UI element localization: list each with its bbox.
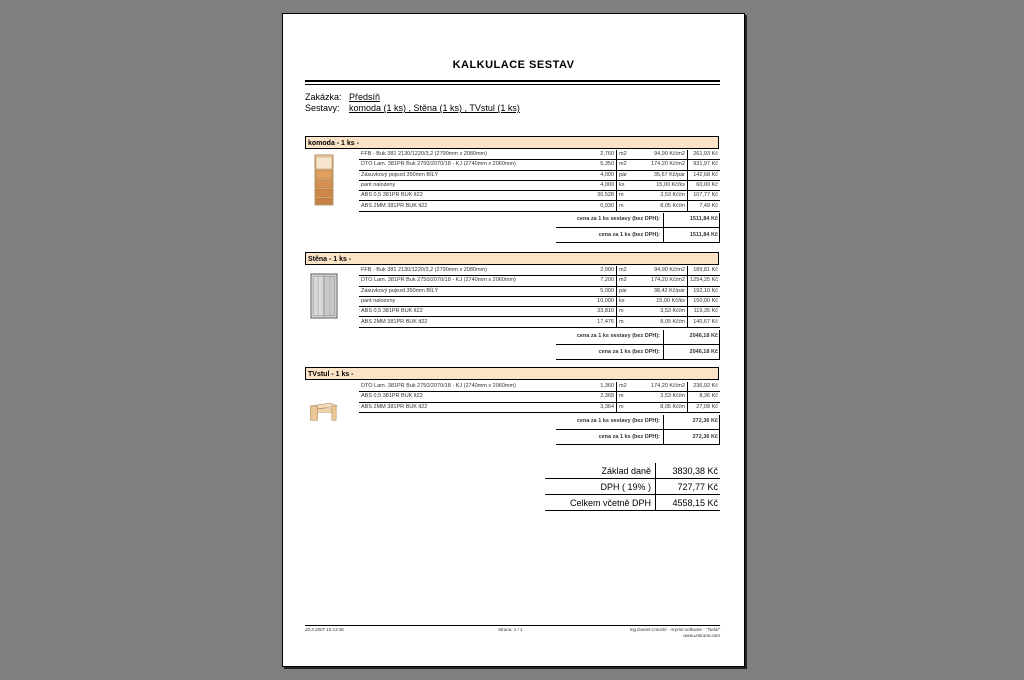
table-row: [545, 463, 720, 479]
item-price: 8,05 Kč/m: [633, 201, 688, 211]
table-row: [359, 180, 720, 190]
footer-date: 20.3.2007 15:13:36: [305, 627, 344, 632]
item-price: 38,42 Kč/pár: [633, 286, 688, 296]
table-row: [359, 402, 720, 412]
set-price-row: [556, 415, 720, 427]
item-total: 1254,25 Kč: [688, 276, 721, 286]
table-row: [359, 201, 720, 211]
tvstul-thumbnail-image: [309, 396, 339, 426]
item-name: DTO Lam. 381PR Buk 2750/2070/18 - KJ (2740mm x 2060mm): [359, 276, 576, 286]
footer-company: Ing.Daniel Cmochi - Arprint software - "Tudal": [629, 627, 720, 632]
table-row: [359, 286, 720, 296]
item-qty: 3,364: [576, 402, 617, 412]
item-price: 3,53 Kč/m: [633, 191, 688, 201]
divider: [719, 213, 720, 242]
order-line: [305, 92, 380, 102]
divider: [663, 330, 664, 359]
table-row: [359, 296, 720, 306]
table-row: [359, 276, 720, 286]
sets-value: komoda (1 ks) , Stěna (1 ks) , TVstul (1 ks): [349, 103, 520, 113]
grand-total-label: Celkem včetně DPH: [545, 495, 656, 511]
piece-price-label: cena za 1 ks (bez DPH):: [598, 434, 660, 440]
item-total: 107,77 Kč: [688, 191, 721, 201]
item-price: 15,00 Kč/ks: [633, 180, 688, 190]
item-unit: pár: [617, 170, 634, 180]
item-qty: 30,528: [576, 191, 617, 201]
document-title: KALKULACE SESTAV: [452, 59, 575, 71]
item-total: 236,92 Kč: [688, 382, 721, 392]
items-table-tvstul: [359, 382, 720, 413]
item-total: 7,49 Kč: [688, 201, 721, 211]
footer-page-number: Strana: 1 / 1: [498, 627, 523, 632]
item-total: 8,36 Kč: [688, 392, 721, 402]
tax-base-label: Základ daně: [545, 463, 656, 479]
divider: [556, 444, 720, 445]
divider: [556, 227, 720, 228]
divider: [556, 242, 720, 243]
item-price: 174,20 Kč/m2: [633, 382, 688, 392]
item-price: 15,00 Kč/ks: [633, 296, 688, 306]
item-price: 8,05 Kč/m: [633, 402, 688, 412]
item-total: 931,97 Kč: [688, 160, 721, 170]
item-total: 119,35 Kč: [688, 307, 721, 317]
section-header-tvstul: TVstul - 1 ks -: [305, 367, 719, 380]
item-qty: 10,000: [576, 296, 617, 306]
item-total: 192,10 Kč: [688, 286, 721, 296]
item-price: 8,05 Kč/m: [633, 317, 688, 327]
item-unit: m: [617, 191, 634, 201]
table-row: [359, 170, 720, 180]
item-price: 94,90 Kč/m2: [633, 266, 688, 276]
piece-price-row: [556, 346, 720, 358]
section-header-stena: Stěna - 1 ks -: [305, 252, 719, 265]
item-name: ABS 0,5 381PR BUK lt22: [359, 392, 576, 402]
item-name: FFB - Buk 381 2130/1220/3,2 (2790mm x 2080mm): [359, 266, 576, 276]
totals-table: [545, 463, 720, 511]
divider: [719, 330, 720, 359]
table-row: [359, 382, 720, 392]
grand-total-value: 4558,15 Kč: [656, 495, 721, 511]
komoda-thumbnail-image: [309, 154, 339, 206]
piece-price-row: [556, 431, 720, 443]
divider: [556, 344, 720, 345]
item-name: ABS 0,5 381PR BUK lt22: [359, 307, 576, 317]
item-total: 27,08 Kč: [688, 402, 721, 412]
section-header-komoda: komoda - 1 ks -: [305, 136, 719, 149]
document-page: [282, 13, 745, 667]
title-rule: [305, 80, 720, 82]
item-name: ABS 2MM 381PR BUK lt22: [359, 317, 576, 327]
item-qty: 5,350: [576, 160, 617, 170]
sets-label: Sestavy:: [305, 103, 340, 113]
item-name: ABS 2MM 381PR BUK lt22: [359, 201, 576, 211]
item-name: ABS 0,5 381PR BUK lt22: [359, 191, 576, 201]
item-qty: 2,760: [576, 150, 617, 160]
set-price-label: cena za 1 ks sestavy (bez DPH):: [576, 333, 660, 339]
set-price-label: cena za 1 ks sestavy (bez DPH):: [576, 418, 660, 424]
item-unit: m: [617, 402, 634, 412]
item-unit: ks: [617, 296, 634, 306]
title-rule-thin: [305, 84, 720, 85]
table-row: [545, 479, 720, 495]
item-unit: ks: [617, 180, 634, 190]
item-price: 94,90 Kč/m2: [633, 150, 688, 160]
tax-base-value: 3830,38 Kč: [656, 463, 721, 479]
item-name: FFB - Buk 381 2130/1220/3,2 (2790mm x 2080mm): [359, 150, 576, 160]
piece-price-value: 272,36 Kč: [692, 434, 718, 440]
item-price: 3,53 Kč/m: [633, 307, 688, 317]
divider: [663, 415, 664, 444]
item-total: 60,00 Kč: [688, 180, 721, 190]
item-price: 174,20 Kč/m2: [633, 160, 688, 170]
set-price-label: cena za 1 ks sestavy (bez DPH):: [576, 216, 660, 222]
vat-label: DPH ( 19% ): [545, 479, 656, 495]
divider: [556, 359, 720, 360]
divider: [663, 213, 664, 242]
item-qty: 5,000: [576, 286, 617, 296]
item-qty: 33,810: [576, 307, 617, 317]
item-unit: m: [617, 307, 634, 317]
table-row: [359, 150, 720, 160]
item-qty: 2,368: [576, 392, 617, 402]
items-table-stena: [359, 266, 720, 328]
item-name: Zásuvkový pojezd 350mm BÍLÝ: [359, 286, 576, 296]
order-label: Zakázka:: [305, 92, 342, 102]
item-qty: 7,200: [576, 276, 617, 286]
item-name: pant nalozeny: [359, 296, 576, 306]
item-total: 150,00 Kč: [688, 296, 721, 306]
table-row: [359, 266, 720, 276]
item-price: 174,20 Kč/m2: [633, 276, 688, 286]
item-unit: m2: [617, 150, 634, 160]
item-name: DTO Lam. 381PR Buk 2750/2070/18 - KJ (2740mm x 2060mm): [359, 160, 576, 170]
item-unit: m: [617, 201, 634, 211]
stena-thumbnail-image: [309, 272, 339, 320]
item-total: 142,68 Kč: [688, 170, 721, 180]
divider: [719, 415, 720, 444]
item-unit: m2: [617, 266, 634, 276]
table-row: [359, 307, 720, 317]
item-qty: 17,476: [576, 317, 617, 327]
set-price-value: 2046,18 Kč: [689, 333, 718, 339]
set-price-value: 1511,84 Kč: [689, 216, 718, 222]
item-qty: 0,930: [576, 201, 617, 211]
table-row: [359, 392, 720, 402]
item-unit: m: [617, 317, 634, 327]
item-unit: pár: [617, 286, 634, 296]
item-total: 261,93 Kč: [688, 150, 721, 160]
item-total: 140,67 Kč: [688, 317, 721, 327]
item-name: ABS 2MM 381PR BUK lt22: [359, 402, 576, 412]
item-unit: m2: [617, 160, 634, 170]
set-price-value: 272,36 Kč: [692, 418, 718, 424]
divider: [556, 429, 720, 430]
table-row: [359, 317, 720, 327]
vat-value: 727,77 Kč: [656, 479, 721, 495]
piece-price-value: 1511,84 Kč: [689, 232, 718, 238]
items-table-komoda: [359, 150, 720, 212]
piece-price-value: 2046,18 Kč: [689, 349, 718, 355]
item-price: 3,53 Kč/m: [633, 392, 688, 402]
item-total: 189,81 Kč: [688, 266, 721, 276]
set-price-row: [556, 213, 720, 225]
footer-rule: [305, 625, 720, 626]
item-unit: m2: [617, 276, 634, 286]
sets-line: [305, 103, 520, 113]
item-name: pant nalozeny: [359, 180, 576, 190]
table-row: [359, 191, 720, 201]
footer-website: www.unitrano.com: [683, 633, 720, 638]
item-name: DTO Lam. 381PR Buk 2750/2070/18 - KJ (2740mm x 2060mm): [359, 382, 576, 392]
item-qty: 2,000: [576, 266, 617, 276]
item-price: 35,67 Kč/pár: [633, 170, 688, 180]
item-qty: 4,000: [576, 180, 617, 190]
item-unit: m2: [617, 382, 634, 392]
table-row: [545, 495, 720, 511]
item-qty: 1,360: [576, 382, 617, 392]
piece-price-row: [556, 229, 720, 241]
order-value: Předsíň: [349, 92, 381, 102]
piece-price-label: cena za 1 ks (bez DPH):: [598, 349, 660, 355]
table-row: [359, 160, 720, 170]
item-qty: 4,000: [576, 170, 617, 180]
item-unit: m: [617, 392, 634, 402]
piece-price-label: cena za 1 ks (bez DPH):: [598, 232, 660, 238]
set-price-row: [556, 330, 720, 342]
item-name: Zásuvkový pojezd 350mm BÍLÝ: [359, 170, 576, 180]
